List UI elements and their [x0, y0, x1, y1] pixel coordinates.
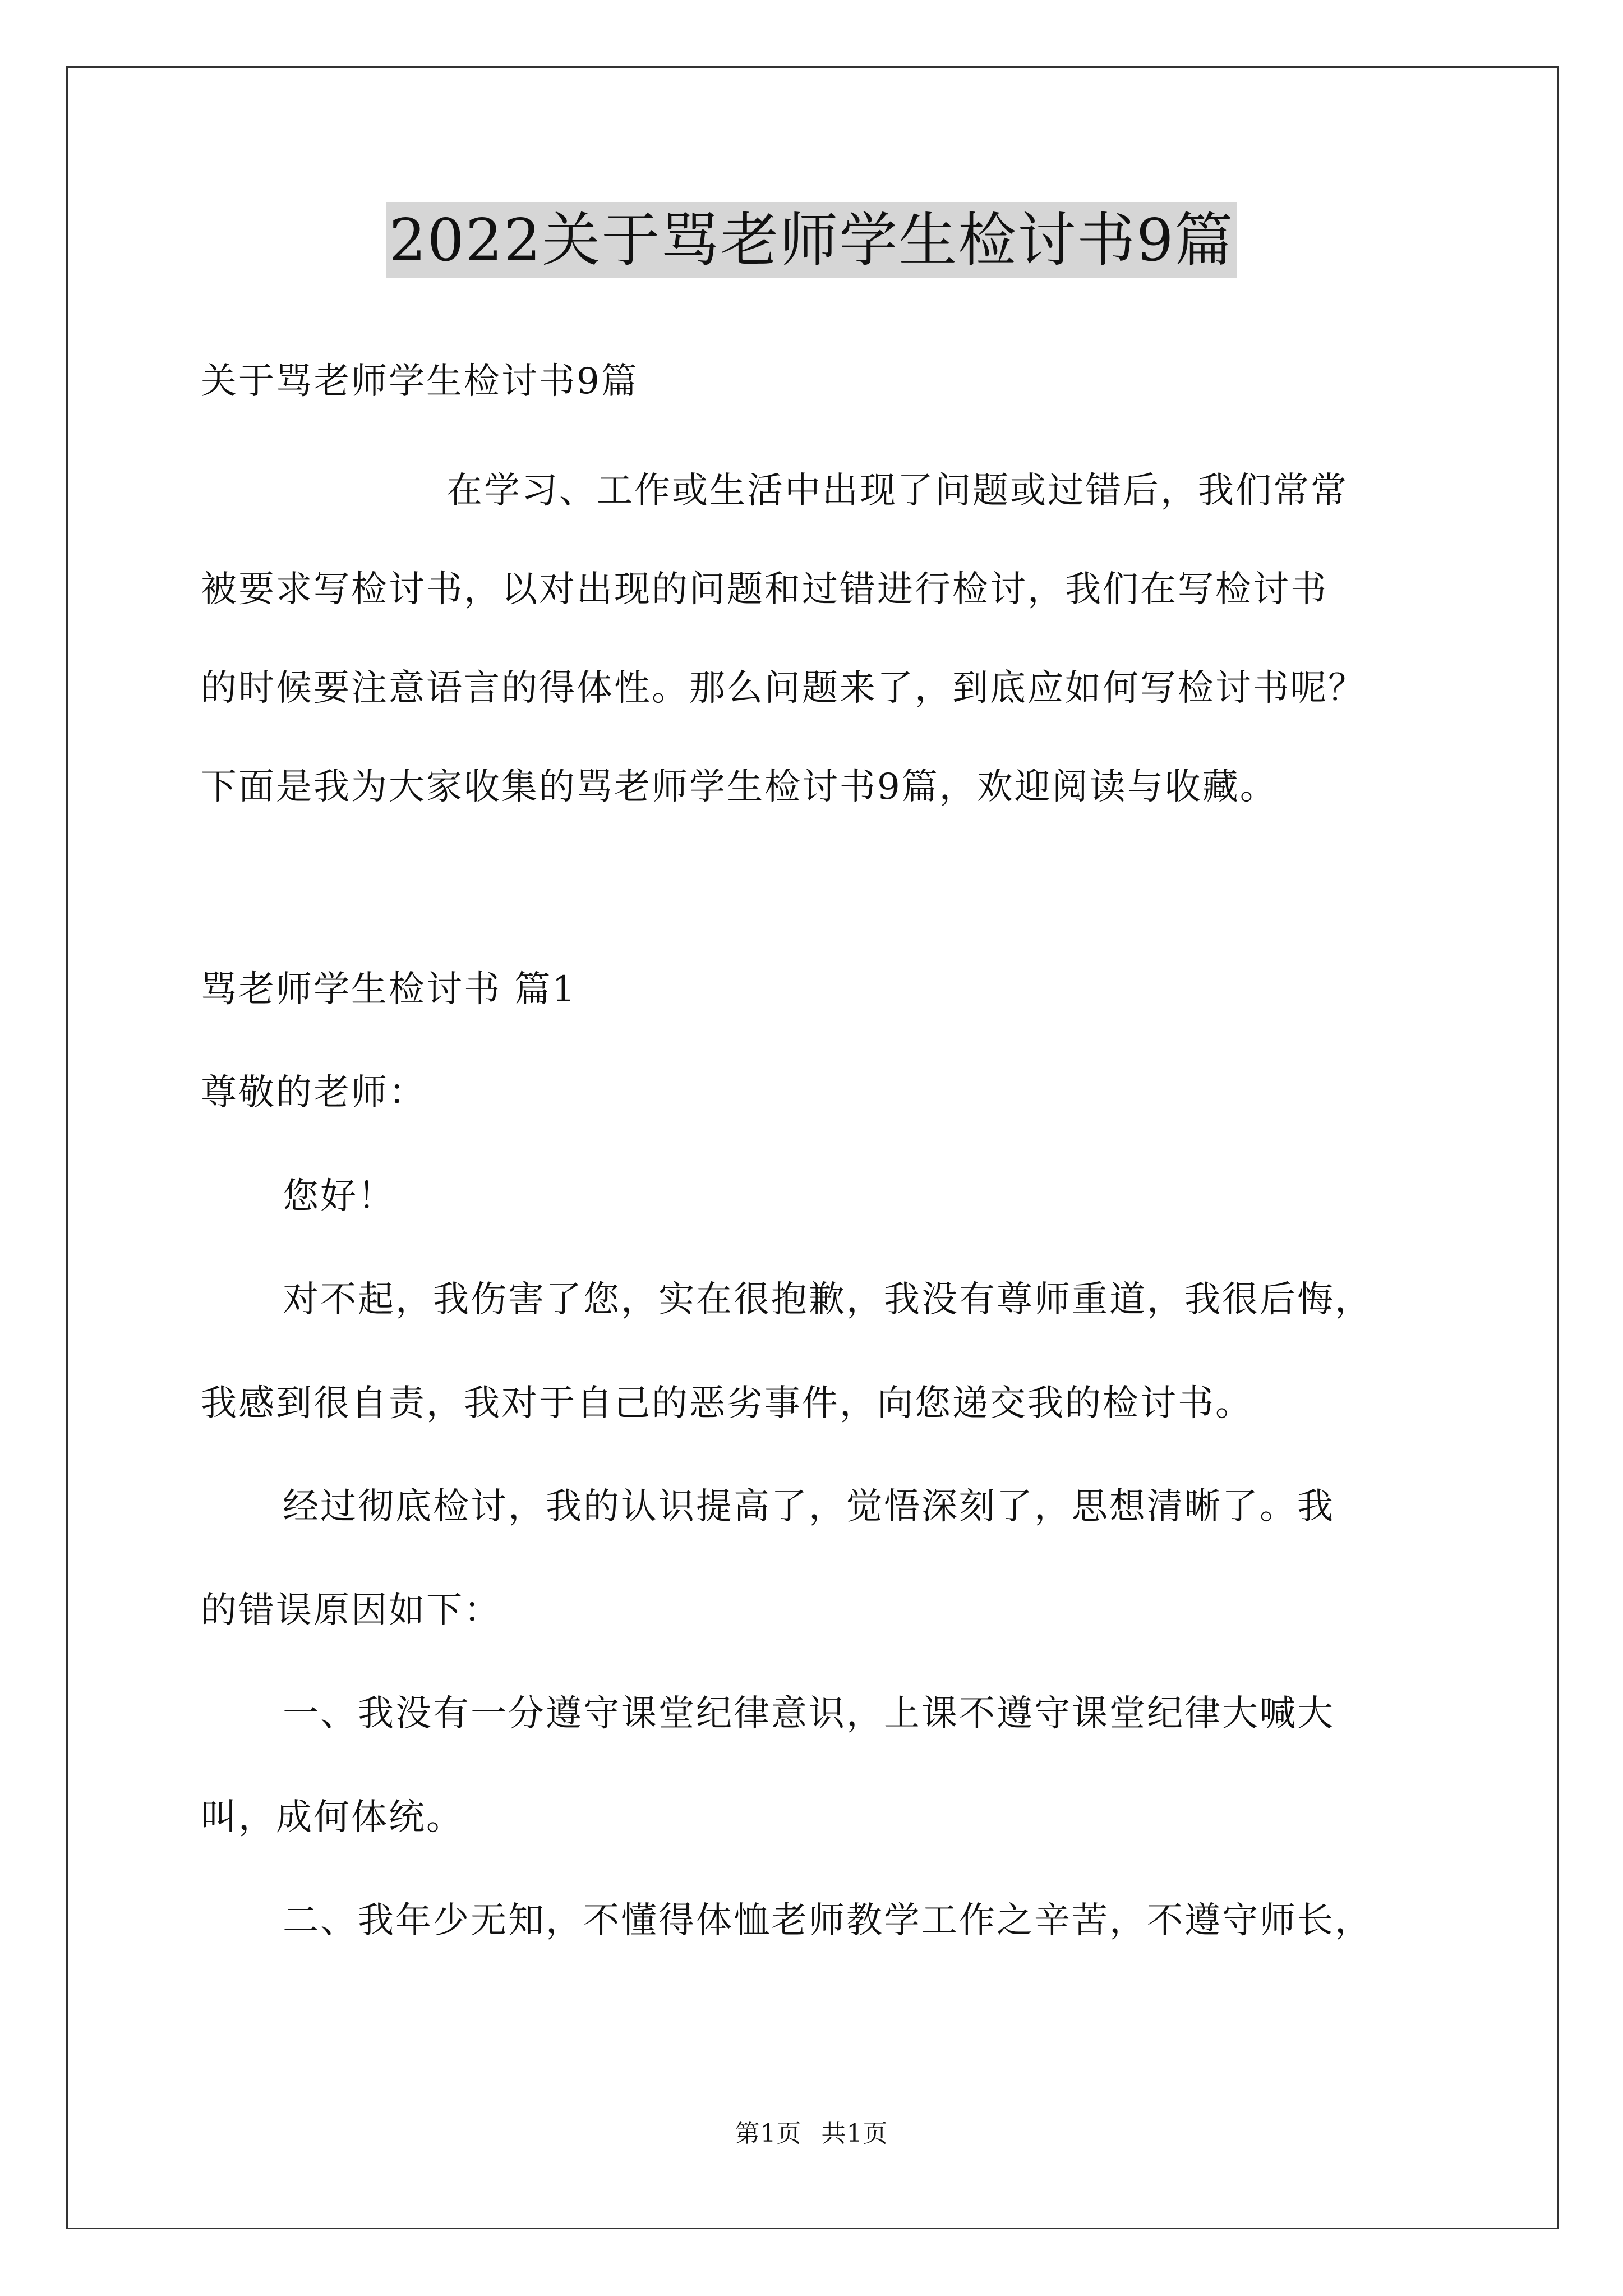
paragraph-line: 二、我年少无知，不懂得体恤老师教学工作之辛苦，不遵守师长， [283, 1900, 1372, 1941]
title-container [0, 202, 1623, 278]
paragraph-line: 对不起，我伤害了您，实在很抱歉，我没有尊师重道，我很后悔， [283, 1279, 1372, 1320]
document-title: 2022关于骂老师学生检讨书9篇 [386, 202, 1238, 278]
intro-line-4: 下面是我为大家收集的骂老师学生检讨书9篇，欢迎阅读与收藏。 [201, 766, 1278, 808]
subtitle-line: 关于骂老师学生检讨书9篇 [201, 361, 639, 402]
greeting: 您好！ [283, 1176, 395, 1217]
section-heading: 骂老师学生检讨书 篇1 [201, 969, 577, 1010]
page-total: 共1页 [821, 2119, 888, 2148]
intro-line-2: 被要求写检讨书，以对出现的问题和过错进行检讨，我们在写检讨书 [201, 569, 1328, 610]
paragraph-line: 叫，成何体统。 [201, 1797, 464, 1838]
page-footer [0, 2118, 1623, 2150]
paragraph-line: 一、我没有一分遵守课堂纪律意识，上课不遵守课堂纪律大喊大 [283, 1693, 1335, 1734]
intro-line-3: 的时候要注意语言的得体性。那么问题来了，到底应如何写检讨书呢？ [201, 668, 1366, 709]
salutation: 尊敬的老师： [201, 1072, 426, 1114]
paragraph-line: 的错误原因如下： [201, 1590, 501, 1631]
paragraph-line: 我感到很自责，我对于自己的恶劣事件，向您递交我的检讨书。 [201, 1383, 1253, 1424]
page-number: 第1页 [735, 2119, 802, 2148]
paragraph-line: 经过彻底检讨，我的认识提高了，觉悟深刻了，思想清晰了。我 [283, 1486, 1335, 1527]
intro-line-1: 在学习、工作或生活中出现了问题或过错后，我们常常 [446, 470, 1348, 512]
